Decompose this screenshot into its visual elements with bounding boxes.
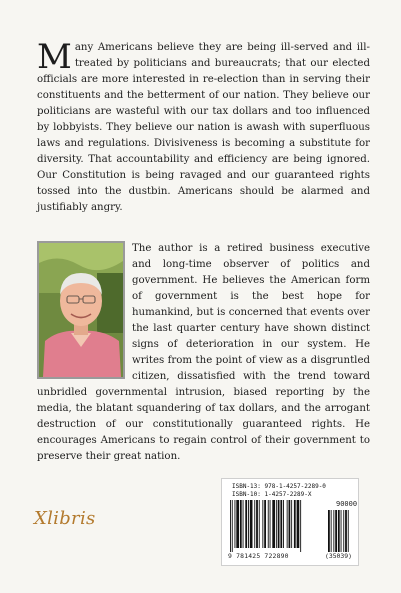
drop-cap: M [37, 37, 72, 77]
price-code: 90000 [336, 500, 358, 508]
intro-paragraph [37, 37, 370, 216]
intro-text: any Americans believe they are being ill-served and ill-treated by politicians and bureaucrats; that our elected officials are more interested in re-election than in serving their constituents and the betterment of our nation. They believe our politicians are wasteful with our tax dollars and too influenced by lobbyists. They believe our nation is awash with superfluous laws and regulations. Divisiveness is becoming a substitute for diversity. That accountability and efficiency are being ignored. Our Constitution is being ravaged and our guaranteed rights tossed into the dustbin. Americans should be alarmed and justifiably angry. [37, 42, 370, 213]
photo-spacer [37, 241, 132, 379]
ean-digits: 9 781425 722890 [228, 552, 289, 560]
author-bio-text: The author is a retired business executive and long-time observer of politics and government. He believes the American form of government is the best hope for humankind, but is concerned that events over the last quarter century have shown distinct signs of deterioration in our system. He writes from the point of view as a disgruntled citizen, dissatisfied with the trend toward unbridled governmental intrusion, biased reporting by the media, the blatant squandering of tax dollars, and the arrogant destruction of our constitutionally guaranteed rights. He encourages Americans to regain control of their government to preserve their great nation. [37, 243, 370, 462]
publisher-logo: Xlibris [34, 508, 96, 529]
author-bio [37, 241, 370, 465]
isbn-barcode [221, 478, 359, 566]
addon-digits: (35039) [325, 552, 352, 560]
isbn-13: ISBN-13: 978-1-4257-2289-0 [232, 483, 326, 490]
isbn-10: ISBN-10: 1-4257-2289-X [232, 491, 312, 498]
